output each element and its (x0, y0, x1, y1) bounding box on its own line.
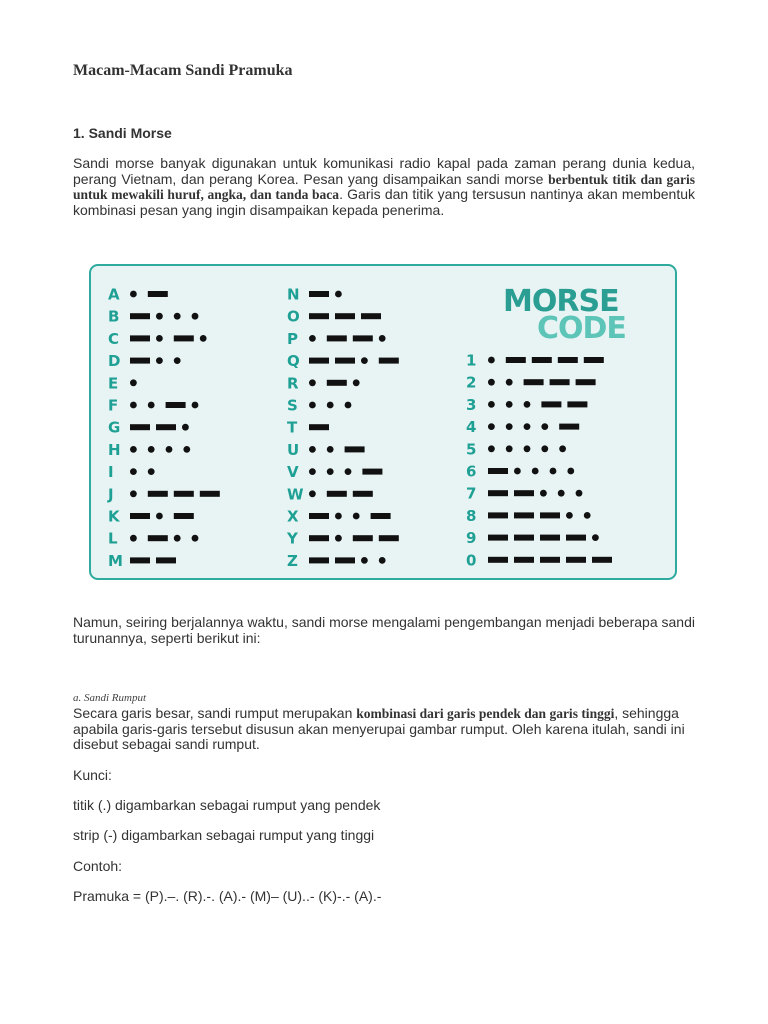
morse-dash (379, 535, 399, 541)
morse-dot (200, 335, 207, 342)
morse-dot (488, 423, 495, 430)
morse-dash (514, 557, 534, 563)
morse-dash (550, 379, 570, 385)
morse-dash (488, 535, 508, 541)
morse-dot (130, 490, 137, 497)
morse-dot (148, 468, 155, 475)
morse-dot (327, 446, 334, 453)
morse-label-k: K (108, 507, 120, 526)
morse-dash (148, 535, 168, 541)
morse-dash (488, 512, 508, 518)
morse-dot (156, 335, 163, 342)
bold-text-run: kombinasi dari garis pendek dan garis tinggi (356, 706, 615, 721)
morse-dot (541, 445, 548, 452)
morse-dot (379, 335, 386, 342)
morse-dot (130, 535, 137, 542)
morse-dash (130, 424, 150, 430)
label-kunci: Kunci: (73, 767, 112, 783)
morse-dash (558, 357, 578, 363)
paragraph-sandi-rumput (73, 706, 695, 753)
example-pramuka: Pramuka = (P).–. (R).-. (A).- (M)– (U)..- (K)-.- (A).- (73, 888, 382, 904)
morse-dot (550, 468, 557, 475)
rule-strip: strip (-) digambarkan sebagai rumput yang tinggi (73, 827, 375, 843)
morse-dash (353, 491, 373, 497)
morse-label-t: T (287, 418, 298, 437)
morse-dot (361, 557, 368, 564)
morse-dash (309, 557, 329, 563)
morse-label-c: C (108, 329, 120, 348)
morse-dash (353, 335, 373, 341)
morse-dot (541, 423, 548, 430)
morse-label-4: 4 (466, 418, 477, 437)
morse-dot (309, 468, 316, 475)
morse-label-h: H (108, 440, 121, 459)
morse-dot (174, 313, 181, 320)
morse-dot (309, 335, 316, 342)
morse-dash (353, 535, 373, 541)
morse-label-b: B (108, 307, 120, 326)
morse-dash (309, 291, 329, 297)
morse-dash (345, 446, 365, 452)
morse-dot (335, 513, 342, 520)
morse-dot (353, 379, 360, 386)
morse-dash (309, 358, 329, 364)
morse-label-e: E (108, 374, 119, 393)
morse-dot (130, 468, 137, 475)
morse-dash (174, 335, 194, 341)
morse-dot (335, 535, 342, 542)
morse-label-g: G (108, 418, 121, 437)
morse-label-n: N (287, 285, 300, 304)
morse-dot (506, 445, 513, 452)
morse-label-y: Y (287, 529, 298, 548)
morse-label-m: M (108, 551, 123, 570)
morse-dash (130, 513, 150, 519)
morse-dash (567, 401, 587, 407)
morse-dot (327, 402, 334, 409)
morse-dash (362, 469, 382, 475)
paragraph-morse-development: Namun, seiring berjalannya waktu, sandi morse mengalami pengembangan menjadi beberapa sandi turunannya, seperti berikut ini: (73, 614, 695, 646)
document-title: Macam-Macam Sandi Pramuka (73, 62, 293, 79)
logo-morse: MORSE (503, 284, 619, 319)
morse-label-w: W (287, 485, 304, 504)
morse-dash (130, 335, 150, 341)
morse-dash (532, 357, 552, 363)
text-run: . Garis dan titik yang tersusun nantinya akan membentuk kombinasi pesan yang ingin disampaikan kepada penerima. (73, 186, 695, 218)
morse-dot (182, 424, 189, 431)
logo-code: CODE (537, 311, 626, 346)
morse-dash (540, 535, 560, 541)
morse-dash (309, 424, 329, 430)
morse-code-chart (89, 264, 677, 580)
morse-dash (309, 313, 329, 319)
morse-dot (566, 512, 573, 519)
morse-label-8: 8 (466, 506, 477, 525)
morse-dash (309, 513, 329, 519)
morse-dot (130, 446, 137, 453)
morse-dot (488, 357, 495, 364)
morse-dot (584, 512, 591, 519)
morse-dot (183, 446, 190, 453)
morse-dash (327, 491, 347, 497)
morse-dash (514, 490, 534, 496)
morse-dot (174, 357, 181, 364)
morse-dash (309, 535, 329, 541)
morse-dash (566, 535, 586, 541)
morse-label-u: U (287, 440, 300, 459)
morse-dash (130, 557, 150, 563)
morse-dot (524, 445, 531, 452)
morse-label-p: P (287, 329, 298, 348)
morse-dash (174, 491, 194, 497)
morse-label-5: 5 (466, 440, 477, 459)
morse-dot (309, 402, 316, 409)
morse-dash (540, 512, 560, 518)
morse-dash (576, 379, 596, 385)
morse-label-r: R (287, 374, 299, 393)
morse-dot (540, 490, 547, 497)
morse-dot (148, 402, 155, 409)
morse-label-6: 6 (466, 462, 477, 481)
morse-label-2: 2 (466, 373, 477, 392)
morse-label-d: D (108, 352, 121, 371)
morse-dot (524, 401, 531, 408)
morse-label-a: A (108, 285, 120, 304)
morse-label-s: S (287, 396, 298, 415)
morse-dot (488, 379, 495, 386)
morse-dot (335, 291, 342, 298)
morse-dot (592, 534, 599, 541)
morse-label-f: F (108, 396, 119, 415)
morse-dash (566, 557, 586, 563)
morse-label-9: 9 (466, 529, 477, 548)
morse-dot (156, 513, 163, 520)
morse-label-0: 0 (466, 551, 477, 570)
morse-dot (156, 357, 163, 364)
morse-dot (558, 490, 565, 497)
morse-dot (576, 490, 583, 497)
morse-dot (166, 446, 173, 453)
morse-dot (524, 423, 531, 430)
morse-dash (130, 358, 150, 364)
morse-dash (361, 313, 381, 319)
morse-dot (345, 402, 352, 409)
morse-dash (559, 424, 579, 430)
morse-dash (540, 557, 560, 563)
text-run: Sandi morse banyak digunakan untuk komunikasi radio kapal pada zaman perang dunia kedua, perang Vietnam, dan perang Korea. Pesan yang disampaikan sandi morse (73, 155, 695, 187)
morse-dot (130, 402, 137, 409)
morse-dash (514, 535, 534, 541)
paragraph-morse-intro (73, 156, 695, 218)
morse-dash (335, 358, 355, 364)
morse-dash (148, 491, 168, 497)
morse-dot (353, 513, 360, 520)
morse-dash (592, 557, 612, 563)
text-run: Secara garis besar, sandi rumput merupakan (73, 705, 357, 721)
morse-dash (156, 557, 176, 563)
morse-dash (514, 512, 534, 518)
morse-dot (174, 535, 181, 542)
morse-dash (379, 358, 399, 364)
subsection-heading-sandi-rumput: a. Sandi Rumput (73, 692, 147, 704)
morse-dash (541, 401, 561, 407)
morse-dot (506, 423, 513, 430)
morse-dash (488, 468, 508, 474)
morse-dash (156, 424, 176, 430)
morse-dash (130, 313, 150, 319)
morse-dash (584, 357, 604, 363)
rule-titik: titik (.) digambarkan sebagai rumput yang pendek (73, 797, 381, 813)
morse-dot (379, 557, 386, 564)
morse-label-x: X (287, 507, 299, 526)
morse-dash (166, 402, 186, 408)
bold-text-run: berbentuk titik dan garis untuk mewakili huruf, angka, dan tanda baca (73, 171, 696, 202)
morse-dot (532, 468, 539, 475)
morse-dot (130, 379, 137, 386)
morse-dash (148, 291, 168, 297)
morse-code-chart-graphic (91, 266, 674, 577)
morse-dash (335, 313, 355, 319)
morse-dot (192, 313, 199, 320)
morse-dot (567, 468, 574, 475)
morse-dash (335, 557, 355, 563)
morse-label-v: V (287, 463, 299, 482)
morse-dot (488, 401, 495, 408)
morse-dash (327, 380, 347, 386)
morse-dot (192, 535, 199, 542)
morse-dash (488, 490, 508, 496)
morse-dot (345, 468, 352, 475)
morse-dot (130, 291, 137, 298)
morse-dot (488, 445, 495, 452)
morse-label-3: 3 (466, 395, 477, 414)
morse-dot (327, 468, 334, 475)
morse-dash (524, 379, 544, 385)
morse-label-j: J (108, 485, 114, 504)
section-heading-sandi-morse: 1. Sandi Morse (73, 125, 172, 141)
morse-dot (361, 357, 368, 364)
morse-dash (488, 557, 508, 563)
morse-label-1: 1 (466, 351, 477, 370)
morse-dash (327, 335, 347, 341)
morse-dot (309, 490, 316, 497)
morse-dot (506, 379, 513, 386)
morse-dot (309, 379, 316, 386)
morse-dot (156, 313, 163, 320)
morse-label-z: Z (287, 551, 298, 570)
morse-dot (559, 445, 566, 452)
morse-dot (309, 446, 316, 453)
morse-dot (506, 401, 513, 408)
text-run: , sehingga apabila garis-garis tersebut disusun akan menyerupai gambar rumput. Oleh karena itulah, sandi ini disebut sebagai sandi rumput. (73, 705, 685, 752)
morse-label-o: O (287, 307, 300, 326)
morse-dot (514, 468, 521, 475)
morse-dash (200, 491, 220, 497)
morse-dash (506, 357, 526, 363)
morse-label-l: L (108, 529, 118, 548)
morse-label-q: Q (287, 352, 300, 371)
morse-label-7: 7 (466, 484, 477, 503)
morse-dash (371, 513, 391, 519)
morse-dot (192, 402, 199, 409)
morse-dot (148, 446, 155, 453)
morse-label-i: I (108, 463, 114, 482)
label-contoh: Contoh: (73, 858, 123, 874)
morse-dash (174, 513, 194, 519)
